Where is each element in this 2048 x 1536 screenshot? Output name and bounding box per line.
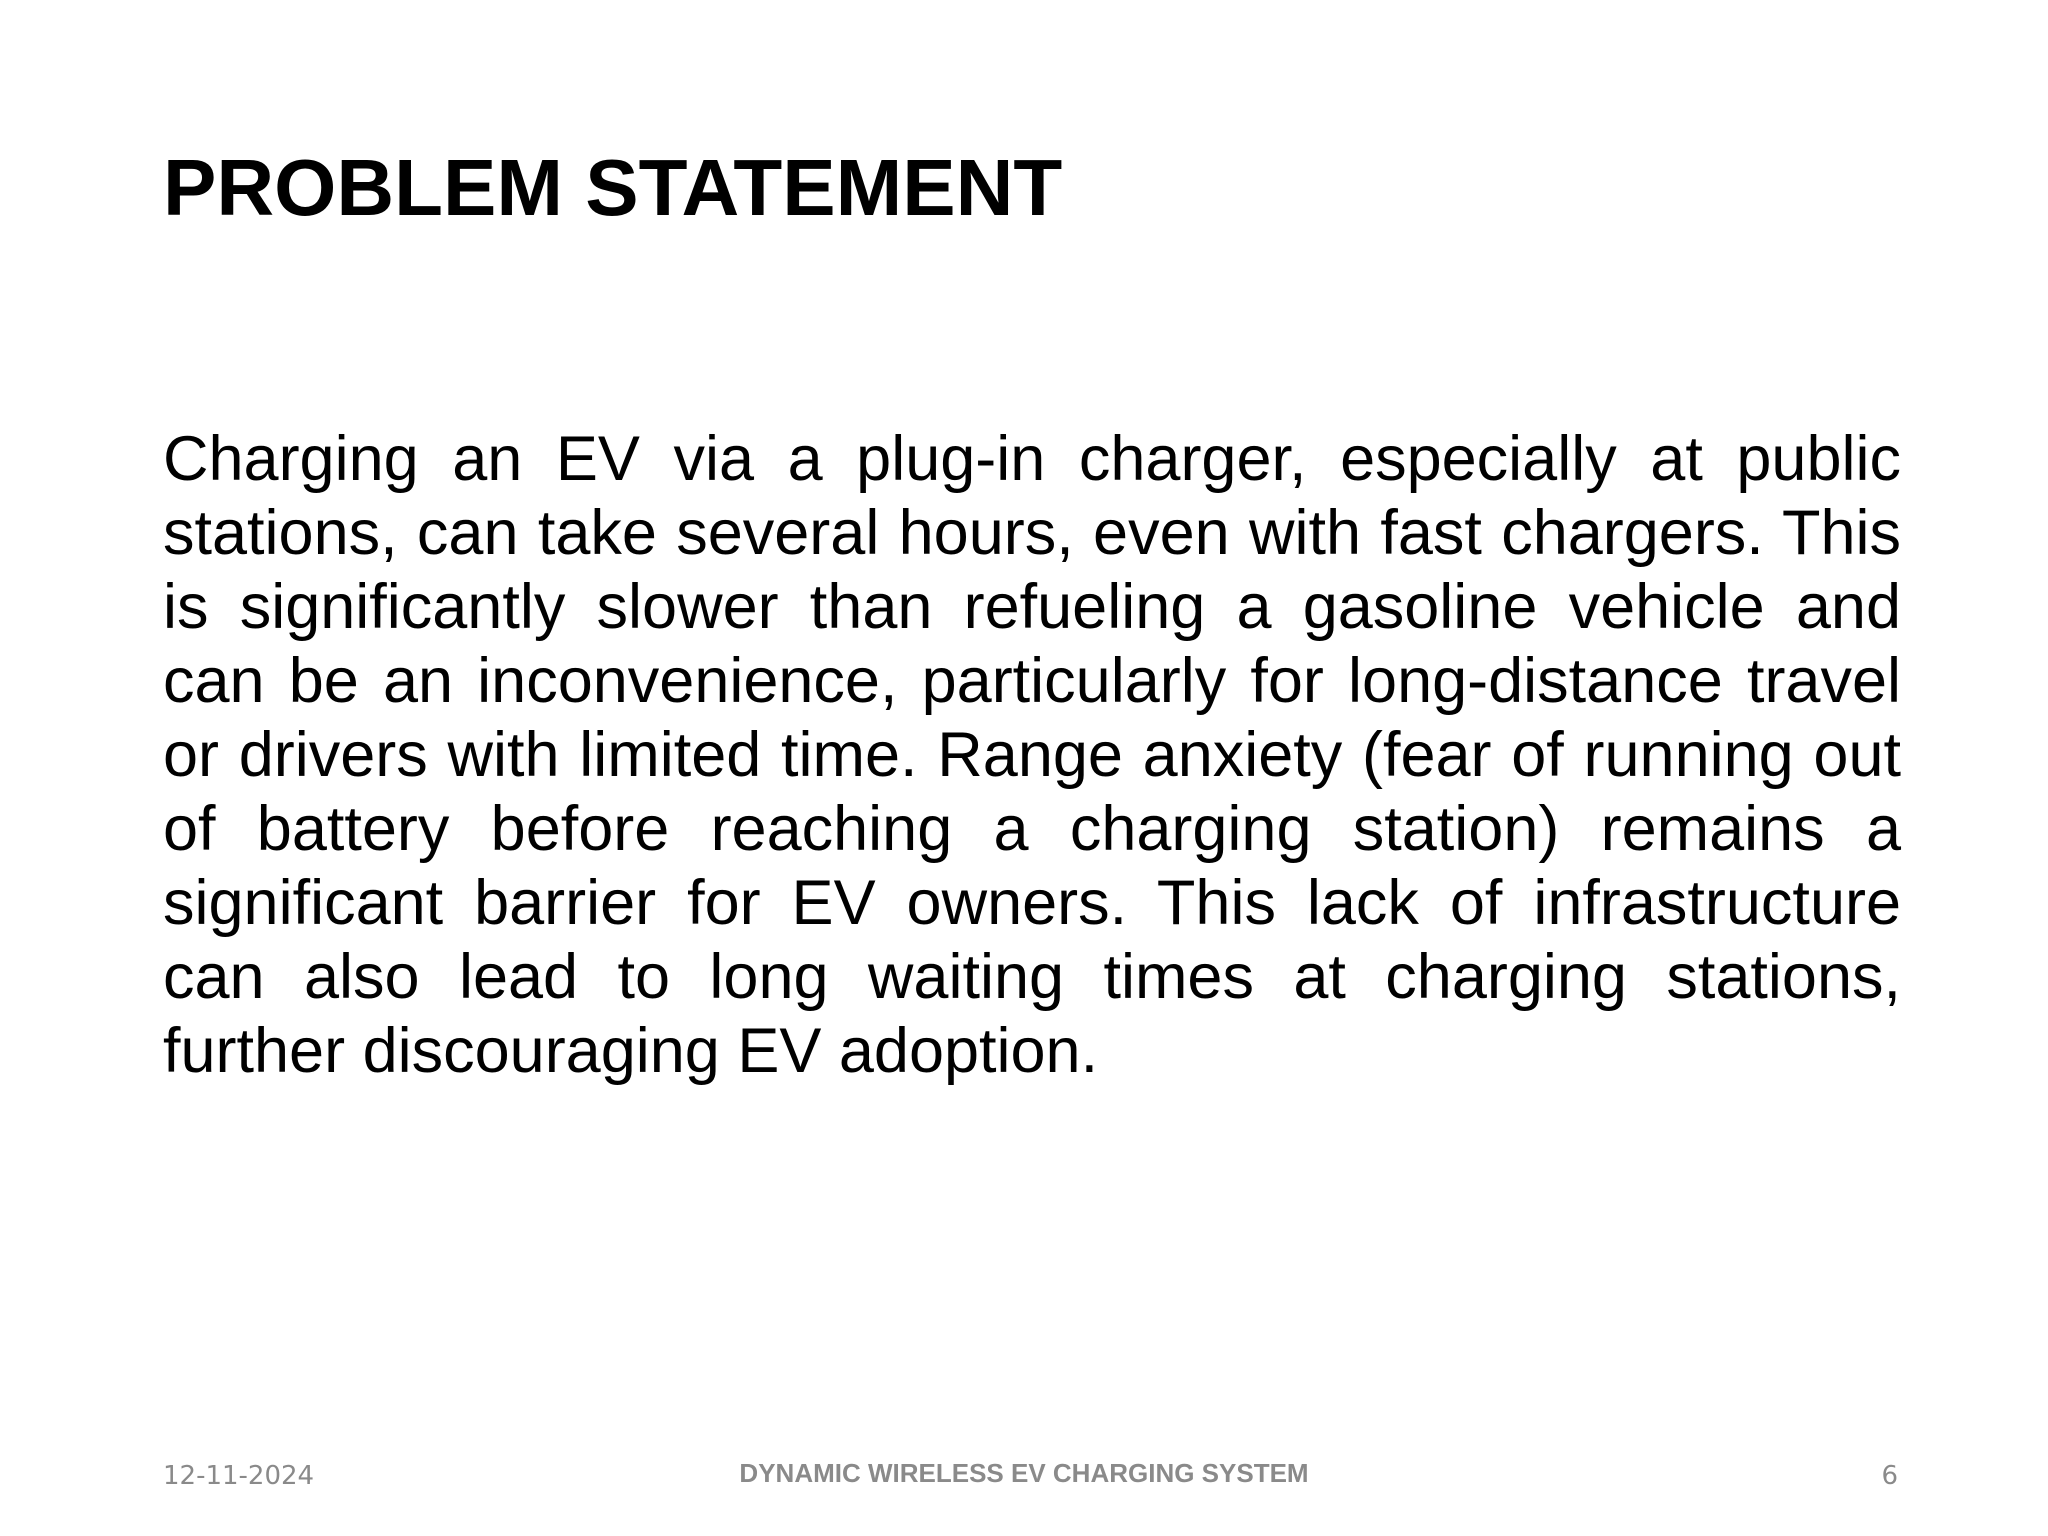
footer-date: 12-11-2024 bbox=[163, 1461, 315, 1491]
slide-page-number: 6 bbox=[1881, 1461, 1898, 1491]
slide-body-text: Charging an EV via a plug-in charger, especially at public stations, can take several hours, even with fast chargers. This is significantly slower than refueling a gasoline vehicle and can be an inconvenience, particularly for long-distance travel or drivers with limited time. Range anxiety (fear of running out of battery before reaching a charging station) remains a significant barrier for EV owners. This lack of infrastructure can also lead to long waiting times at charging stations, further discouraging EV adoption. bbox=[163, 424, 1901, 1086]
footer-title: DYNAMIC WIRELESS EV CHARGING SYSTEM bbox=[739, 1458, 1309, 1488]
slide-title: PROBLEM STATEMENT bbox=[163, 143, 1063, 232]
